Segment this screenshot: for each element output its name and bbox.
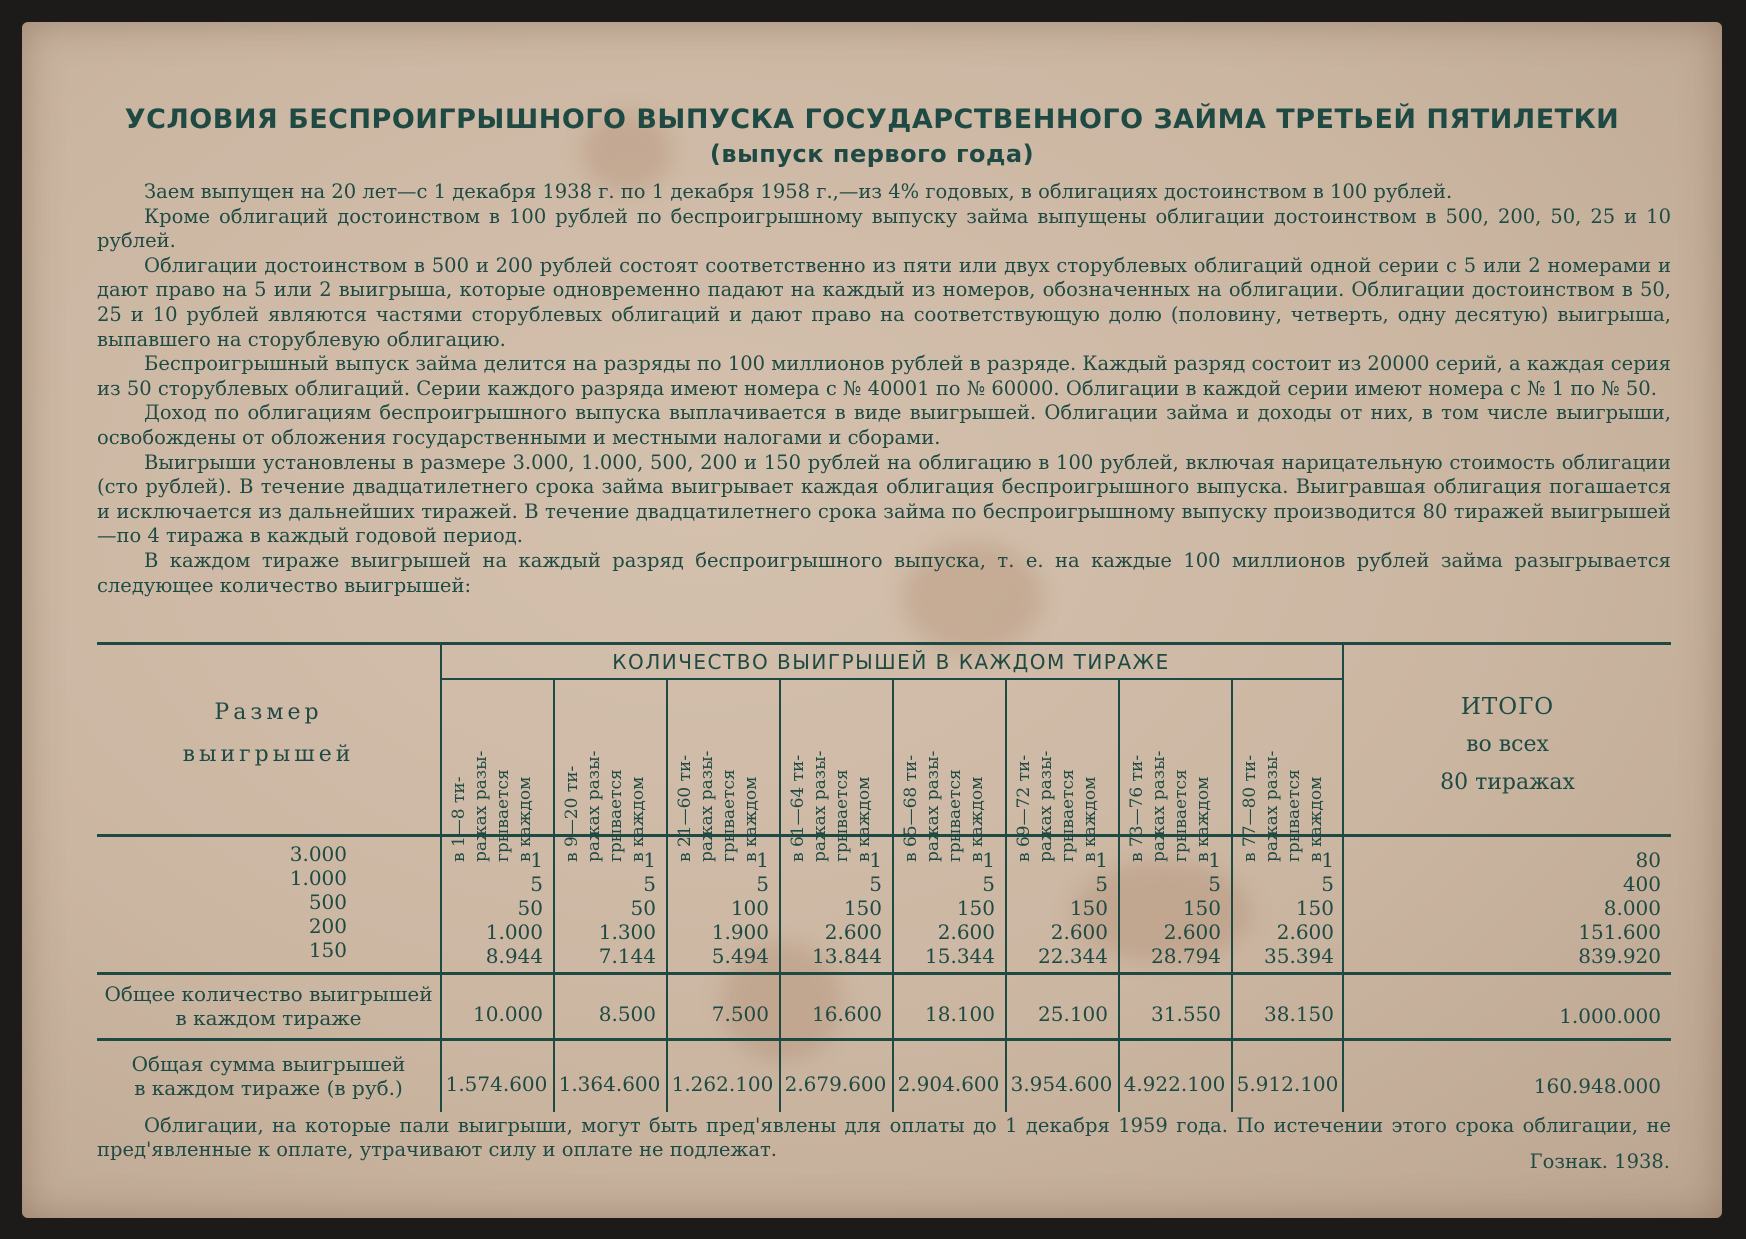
prize-size-cell: 1.000 [289, 866, 347, 890]
prize-count-cell: 1 [1208, 848, 1221, 872]
prize-count-cell: 1.000 [485, 920, 543, 944]
prize-count-cell: 2.600 [1276, 920, 1334, 944]
prize-count-cell: 1.300 [598, 920, 656, 944]
total-count-cell: 10.000 [473, 1002, 543, 1026]
total-count-cell: 8.500 [598, 1002, 656, 1026]
terms-text [97, 180, 1671, 598]
prize-table [97, 642, 1671, 1112]
total-count-cell: 38.150 [1264, 1002, 1334, 1026]
prize-count-cell: 7.144 [598, 944, 656, 968]
total-sum-cell: 1.574.600 [445, 1072, 548, 1096]
prize-count-cell: 2.600 [1050, 920, 1108, 944]
total-sum-total-cell: 160.948.000 [1533, 1074, 1661, 1098]
total-sum-cell: 2.904.600 [897, 1072, 1000, 1096]
group-header: КОЛИЧЕСТВО ВЫИГРЫШЕЙ В КАЖДОМ ТИРАЖЕ [612, 650, 1170, 674]
prize-size-cell: 200 [308, 914, 347, 938]
prize-size-cell: 500 [308, 890, 347, 914]
total-sum-cell: 1.262.100 [671, 1072, 774, 1096]
total-sum-label-1: Общая сумма выигрышей [131, 1052, 406, 1076]
column-header: в 73—76 ти- ражах разы- грывается в каждом [1127, 750, 1213, 862]
column-header: в 1—8 ти- ражах разы- грывается в каждом [449, 750, 535, 862]
column-header: в 21—60 ти- ражах разы- грывается в каждом [675, 750, 761, 862]
prize-total-cell: 400 [1622, 872, 1661, 896]
prize-count-cell: 2.600 [1163, 920, 1221, 944]
total-sum-label-2: в каждом тираже (в руб.) [134, 1076, 403, 1100]
prize-count-cell: 2.600 [937, 920, 995, 944]
prize-count-cell: 1 [869, 848, 882, 872]
prize-size-cell: 3.000 [289, 842, 347, 866]
size-header-line2: выигрышей [182, 742, 355, 767]
total-sum-cell: 4.922.100 [1123, 1072, 1226, 1096]
prize-count-cell: 22.344 [1038, 944, 1108, 968]
total-header-line1: ИТОГО [1460, 694, 1555, 720]
prize-count-cell: 5 [530, 872, 543, 896]
total-count-label-1: Общее количество выигрышей [104, 982, 433, 1006]
paragraph: Выигрыши установлены в размере 3.000, 1.000, 500, 200 и 150 рублей на облигацию в 100 рублей, включая нарицательную стоимость облигации (сто рублей). В течение двадцатилетнего срока займа выигрывает каждая облигация беспроигрышного выпуска. Выигравшая облигация погашается и исключается из дальнейших тиражей. В течение двадцатилетнего срока займа по беспроигрышному выпуску производится 80 тиражей выигрышей—по 4 тиража в каждый годовой период. [97, 450, 1671, 548]
footer-text [97, 1114, 1671, 1162]
prize-total-cell: 8.000 [1603, 896, 1661, 920]
prize-count-cell: 5.494 [711, 944, 769, 968]
prize-count-cell: 5 [1208, 872, 1221, 896]
total-header-line2: во всех [1466, 732, 1549, 757]
prize-count-cell: 8.944 [485, 944, 543, 968]
total-sum-cell: 1.364.600 [558, 1072, 661, 1096]
prize-count-cell: 1 [982, 848, 995, 872]
total-count-cell: 31.550 [1151, 1002, 1221, 1026]
document-title: УСЛОВИЯ БЕСПРОИГРЫШНОГО ВЫПУСКА ГОСУДАРСТВЕННОГО ЗАЙМА ТРЕТЬЕЙ ПЯТИЛЕТКИ [124, 104, 1620, 135]
prize-total-cell: 839.920 [1578, 944, 1661, 968]
footer-paragraph: Облигации, на которые пали выигрыши, могут быть пред'явлены для оплаты до 1 декабря 1959 года. По истечении этого срока облигации, не пред'явленные к оплате, утрачивают силу и оплате не подлежат. [97, 1114, 1671, 1161]
prize-total-cell: 151.600 [1578, 920, 1661, 944]
prize-count-cell: 2.600 [824, 920, 882, 944]
column-header: в 9—20 ти- ражах разы- грывается в каждом [562, 750, 648, 862]
prize-count-cell: 150 [1069, 896, 1108, 920]
total-count-total-cell: 1.000.000 [1559, 1004, 1661, 1028]
paragraph: Доход по облигациям беспроигрышного выпуска выплачивается в виде выигрышей. Облигации займа и доходы от них, в том числе выигрыши, освобождены от обложения государственными и местными налогами и сборами. [97, 401, 1671, 449]
prize-count-cell: 100 [730, 896, 769, 920]
prize-count-cell: 150 [1182, 896, 1221, 920]
printer-mark: Гознак. 1938. [1529, 1150, 1670, 1173]
paragraph: Заем выпущен на 20 лет—с 1 декабря 1938 г. по 1 декабря 1958 г.,—из 4% годовых, в облигациях достоинством в 100 рублей. [144, 180, 1453, 203]
prize-count-cell: 1 [1321, 848, 1334, 872]
prize-size-cell: 150 [308, 938, 347, 962]
prize-count-cell: 50 [517, 896, 543, 920]
prize-count-cell: 15.344 [925, 944, 995, 968]
total-count-cell: 18.100 [925, 1002, 995, 1026]
prize-count-cell: 5 [1095, 872, 1108, 896]
total-header-line3: 80 тиражах [1440, 770, 1575, 795]
total-count-cell: 25.100 [1038, 1002, 1108, 1026]
prize-count-cell: 1 [530, 848, 543, 872]
prize-count-cell: 5 [982, 872, 995, 896]
paragraph: В каждом тираже выигрышей на каждый разряд беспроигрышного выпуска, т. е. на каждые 100 миллионов рублей займа разыгрывается следующее количество выигрышей: [97, 548, 1671, 597]
prize-count-cell: 28.794 [1151, 944, 1221, 968]
prize-count-cell: 5 [756, 872, 769, 896]
prize-count-cell: 1 [756, 848, 769, 872]
document-subtitle: (выпуск первого года) [709, 140, 1035, 168]
paragraph: Кроме облигаций достоинством в 100 рублей по беспроигрышному выпуску займа выпущены облигации достоинством в 500, 200, 50, 25 и 10 рублей. [97, 204, 1671, 253]
prize-count-cell: 5 [869, 872, 882, 896]
paragraph: Беспроигрышный выпуск займа делится на разряды по 100 миллионов рублей в разряде. Каждый разряд состоит из 20000 серий, а каждая серия из 50 сторублевых облигаций. Серии каждого разряда имеют номера с № 40001 по № 60000. Облигации в каждой серии имеют номера с № 1 по № 50. [97, 352, 1671, 400]
column-header: в 61—64 ти- ражах разы- грывается в каждом [788, 750, 874, 862]
prize-count-cell: 5 [1321, 872, 1334, 896]
total-count-cell: 7.500 [711, 1002, 769, 1026]
prize-count-cell: 1 [1095, 848, 1108, 872]
paragraph: Облигации достоинством в 500 и 200 рублей состоят соответственно из пяти или двух сторублевых облигаций одной серии с 5 или 2 номерами и дают право на 5 или 2 выигрыша, которые одновременно падают на каждый из номеров, обозначенных на облигации. Облигации достоинством в 50, 25 и 10 рублей являются частями сторублевых облигаций и дают право на соответствующую долю (половину, четверть, одну десятую) выигрыша, выпавшего на сторублевую облигацию. [97, 253, 1671, 351]
total-sum-cell: 3.954.600 [1010, 1072, 1113, 1096]
prize-total-cell: 80 [1635, 848, 1661, 872]
column-header: в 77—80 ти- ражах разы- грывается в каждом [1240, 750, 1326, 862]
prize-count-cell: 50 [630, 896, 656, 920]
prize-count-cell: 150 [843, 896, 882, 920]
prize-count-cell: 13.844 [812, 944, 882, 968]
column-header: в 65—68 ти- ражах разы- грывается в каждом [901, 750, 987, 862]
column-header: в 69—72 ти- ражах разы- грывается в каждом [1014, 750, 1100, 862]
size-header-line1: Размер [214, 700, 323, 725]
prize-count-cell: 1.900 [711, 920, 769, 944]
prize-count-cell: 150 [956, 896, 995, 920]
bond-back [22, 22, 1722, 1218]
total-count-label-2: в каждом тираже [175, 1006, 362, 1030]
prize-count-cell: 1 [643, 848, 656, 872]
total-count-cell: 16.600 [812, 1002, 882, 1026]
prize-count-cell: 150 [1295, 896, 1334, 920]
prize-count-cell: 5 [643, 872, 656, 896]
prize-count-cell: 35.394 [1264, 944, 1334, 968]
total-sum-cell: 5.912.100 [1236, 1072, 1339, 1096]
total-sum-cell: 2.679.600 [784, 1072, 887, 1096]
